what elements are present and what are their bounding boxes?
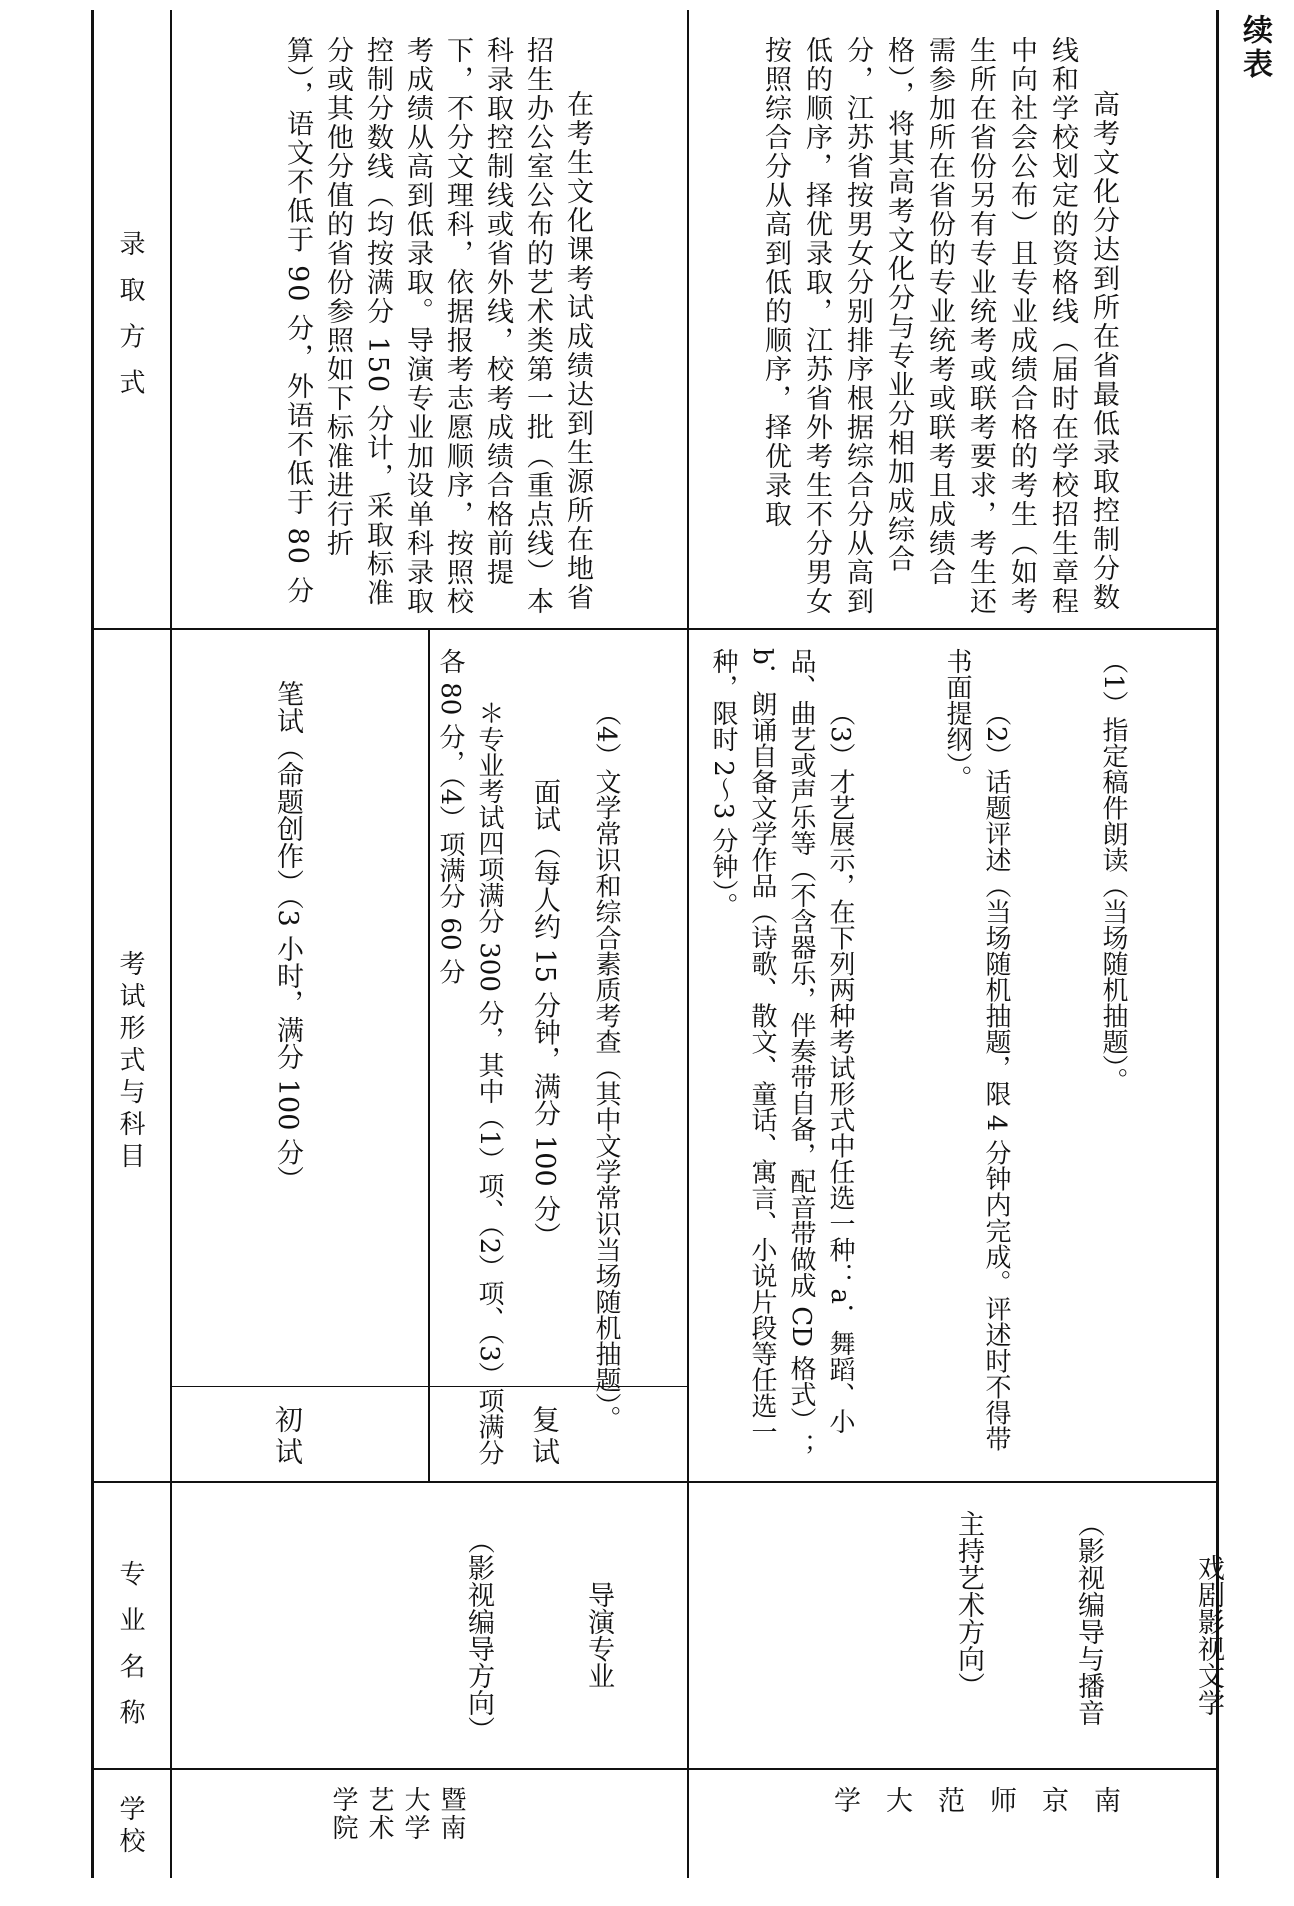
stage-label-second: 复试 (528, 1405, 561, 1469)
col-divider-admission-exam (91, 628, 1218, 630)
col-divider-major-school (91, 1768, 1218, 1770)
header-admission: 录 取 方 式 (115, 230, 145, 401)
major-line-2: （影视编导方向） (463, 1527, 494, 1743)
col-divider-exam-major (91, 1481, 1218, 1483)
admission-text-row2: 高考文化分达到所在省最低录取控制分数线和学校划定的资格线（届时在学校招生章程中向社会公布）且专业成绩合格的考生（如考生所在省份另有专业统考或联考要求，考生还需参加所在省份的专业统考或联考且成绩合格），将其高考文化分与专业分相加成综合分，江苏省按男女分别排序根据综合分从高到低的顺序，择优录取，江苏省外考生不分男女按照综合分从高到低的顺序，择优录取 (760, 36, 1119, 616)
header-exam: 考试形式与科目 (115, 950, 145, 1174)
major2-line-2: （影视编导与播音 (1073, 1510, 1104, 1726)
exam-item-3: （3）才艺展示，在下列两种考试形式中任选一种：a．舞蹈、小品、曲艺或声乐等（不含器乐，伴奏带自备，配音带做成 CD 格式）；b．朗诵自备文学作品（诗歌、散文、童话、寓言、小说片段等任选一种，限时 2～3 分钟）。 (708, 648, 855, 1460)
stage-content-initial: 笔试（命题创作）（3 小时，满分 100 分） (272, 680, 303, 1193)
stage-label-initial: 初试 (271, 1405, 304, 1469)
major2-line-3: 主持艺术方向） (953, 1510, 984, 1699)
header-major: 专 业 名 称 (115, 1560, 145, 1731)
major2-line-1: 戏剧影视文学 (1193, 1554, 1224, 1716)
school-name-row2: 南京师范大学 (829, 1786, 1120, 1829)
table-border-left (91, 10, 94, 1878)
header-school: 学校 (115, 1795, 145, 1859)
stage-content-second: 面试（每人约 15 分钟，满分 100 分） (529, 778, 560, 1250)
exam-item-1: （1）指定稿件朗读（当场随机抽题）。 (1098, 648, 1128, 1094)
exam-item-4: （4）文学常识和综合素质考查（其中文学常识当场随机抽题）。 (591, 700, 621, 1432)
exam-item-5: ＊专业考试四项满分 300 分，其中（1）项、（2）项、（3）项满分各 80 分，（4）项满分 60 分 (435, 648, 504, 1466)
header-separator (170, 10, 172, 1878)
continued-label: 续表 (1237, 14, 1272, 82)
major-line-1: 导演专业 (583, 1581, 614, 1689)
exam-item-2: （2）话题评述（当场随机抽题，限 4 分钟内完成。评述时不得带书面提纲）。 (942, 648, 1011, 1452)
major-name-row1 (378, 1515, 698, 1755)
school-name-row1: 暨南大学艺术学院 (328, 1786, 466, 1842)
major-name-row2 (868, 1510, 1294, 1760)
admission-text-row1: 在考生文化课考试成绩达到生源所在地省招生办公室公布的艺术类第一批（重点线）本科录取控制线或省外线，校考成绩合格前提下，不分文理科，依据报考志愿顺序，按照校考成绩从高到低录取。导演专业加设单科录取控制分数线（均按满分 150 分计，采取标准分或其他分值的省份参照如下标准进行折算），语文不低于 90 分，外语不低于 80 分 (282, 36, 593, 616)
